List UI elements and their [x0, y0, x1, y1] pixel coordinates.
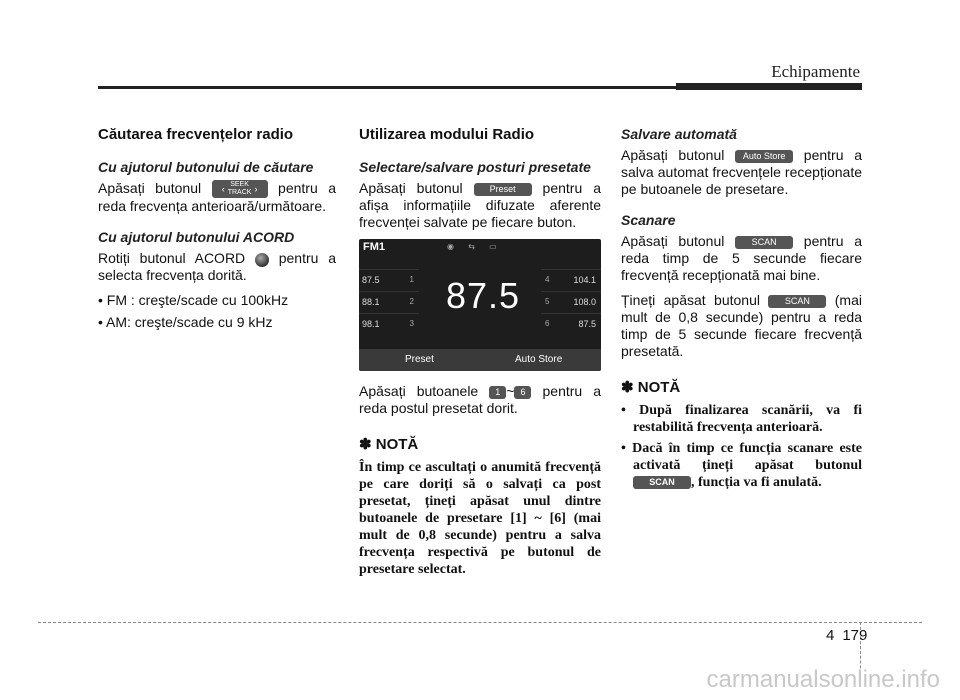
- text-fragment: Țineți apăsat butonul: [621, 292, 760, 308]
- note-title: ✽ NOTĂ: [359, 436, 419, 453]
- scan-button-icon: SCAN: [768, 295, 826, 308]
- preset-freq: 104.1: [573, 275, 596, 285]
- track-label: TRACK: [227, 189, 252, 197]
- chapter-number: 4: [826, 627, 835, 644]
- text-fragment: Apăsați butonul: [621, 147, 725, 163]
- screen-preset-button: Preset: [405, 354, 434, 365]
- seek-track-button-icon: [212, 180, 268, 198]
- text-fragment: pentru a reda postul presetat dorit.: [359, 383, 602, 416]
- note-title: ✽ NOTĂ: [621, 379, 681, 396]
- text-fragment: Rotiți butonul ACORD: [98, 250, 246, 267]
- text-fragment: pentru a afișa informațiile difuzate aferente frecvenței salvate pe fiecare buton.: [359, 180, 601, 230]
- paragraph-tune: [98, 250, 336, 284]
- text-fragment: Apăsați butonul: [98, 180, 202, 196]
- preset-right-5: [541, 291, 601, 312]
- subheading-tune-button: Cu ajutorul butonului ACORD: [98, 229, 295, 246]
- text-fragment: Apăsați butonul: [359, 180, 463, 196]
- band-label: FM1: [363, 241, 385, 253]
- scan-button-icon: SCAN: [735, 236, 793, 249]
- header-rule: [98, 86, 862, 89]
- note-text: În timp ce ascultați o anumită frecvență pe care doriți să o salvați ca post presetat, țineți apăsat unul dintre butoanele de presetare [1] ~ [6] (mai mult de 0,8 secunde) pentru a salva frecvența respectivă pe butonul de presetare selectat.: [359, 460, 601, 577]
- paragraph-preset: [359, 180, 601, 231]
- preset-num: 2: [409, 297, 414, 306]
- preset-6-button-icon: 6: [514, 386, 531, 399]
- paragraph-preset-buttons: [359, 383, 601, 417]
- preset-left-1: [359, 269, 419, 290]
- text-fragment: • Dacă în timp ce funcția scanare este activată țineți apăsat butonul: [621, 441, 862, 473]
- subheading-scan: Scanare: [621, 212, 676, 228]
- preset-freq: 87.5: [578, 319, 596, 329]
- preset-1-button-icon: 1: [489, 386, 506, 399]
- current-frequency: 87.5: [446, 275, 521, 316]
- preset-right-4: [541, 269, 601, 290]
- section-title: Echipamente: [771, 62, 860, 81]
- screen-autostore-button: Auto Store: [515, 354, 563, 365]
- status-icons: ◉ ⇆ ▭: [447, 242, 503, 251]
- paragraph-scan: [621, 233, 862, 284]
- column-2: [359, 118, 601, 578]
- column-3: [621, 118, 862, 495]
- preset-right-6: [541, 313, 601, 334]
- text-fragment: ~: [506, 383, 515, 399]
- text-fragment: pentru a reda frecvența anterioară/următoare.: [98, 180, 336, 215]
- note-item-2: [621, 440, 862, 491]
- chevron-right-icon: ›: [254, 183, 258, 194]
- autostore-button-icon: Auto Store: [735, 150, 793, 163]
- page-value: 179: [842, 627, 868, 644]
- bullet-fm: • FM : creşte/scade cu 100kHz: [98, 292, 289, 309]
- preset-button-icon: Preset: [474, 183, 532, 196]
- subheading-presets: Selectare/salvare posturi presetate: [359, 159, 591, 175]
- screen-bottom-bar: [359, 349, 601, 371]
- text-fragment: Apăsați butoanele: [359, 383, 479, 399]
- preset-freq: 98.1: [362, 319, 380, 329]
- radio-screen-image: [359, 239, 601, 371]
- preset-num: 5: [545, 297, 550, 306]
- text-fragment: Apăsați butonul: [621, 233, 725, 249]
- preset-freq: 108.0: [573, 297, 596, 307]
- preset-num: 4: [545, 275, 550, 284]
- text-fragment: , funcția va fi anulată.: [691, 475, 822, 490]
- scan-button-icon: SCAN: [633, 476, 691, 489]
- text-fragment: pentru a reda timp de 5 secunde fiecare frecvență recepționată mai bine.: [621, 233, 862, 283]
- preset-left-3: [359, 313, 419, 334]
- paragraph-scan-hold: [621, 292, 862, 360]
- seek-label: SEEK: [230, 181, 249, 189]
- paragraph-seek: [98, 180, 336, 215]
- preset-num: 3: [409, 319, 414, 328]
- heading-radio-mode: Utilizarea modului Radio: [359, 126, 535, 143]
- preset-num: 1: [409, 275, 414, 284]
- footer-dashed-rule: [38, 622, 922, 623]
- bullet-am: • AM: creşte/scade cu 9 kHz: [98, 314, 273, 331]
- paragraph-autostore: [621, 147, 862, 198]
- preset-freq: 87.5: [362, 275, 380, 285]
- subheading-seek-button: Cu ajutorul butonului de căutare: [98, 159, 314, 175]
- subheading-autostore: Salvare automată: [621, 126, 737, 142]
- column-1: [98, 118, 336, 336]
- note-item-1: • După finalizarea scanării, va fi restabilită frecvența anterioară.: [621, 403, 862, 435]
- page-number: [826, 627, 867, 644]
- heading-frequency-search: Căutarea frecvențelor radio: [98, 126, 294, 143]
- text-fragment: pentru a selecta frecvența dorită.: [98, 250, 336, 284]
- preset-left-2: [359, 291, 419, 312]
- chevron-left-icon: ‹: [221, 183, 225, 194]
- preset-freq: 88.1: [362, 297, 380, 307]
- preset-num: 6: [545, 319, 550, 328]
- tune-knob-icon: [255, 253, 269, 267]
- watermark: carmanualsonline.info: [706, 666, 940, 693]
- text-fragment: pentru a salva automat frecvențele recepționate pe butoanele de presetare.: [621, 147, 862, 197]
- text-fragment: (mai mult de 0,8 secunde) pentru a reda timp de 5 secunde fiecare frecvență presetată.: [621, 292, 862, 359]
